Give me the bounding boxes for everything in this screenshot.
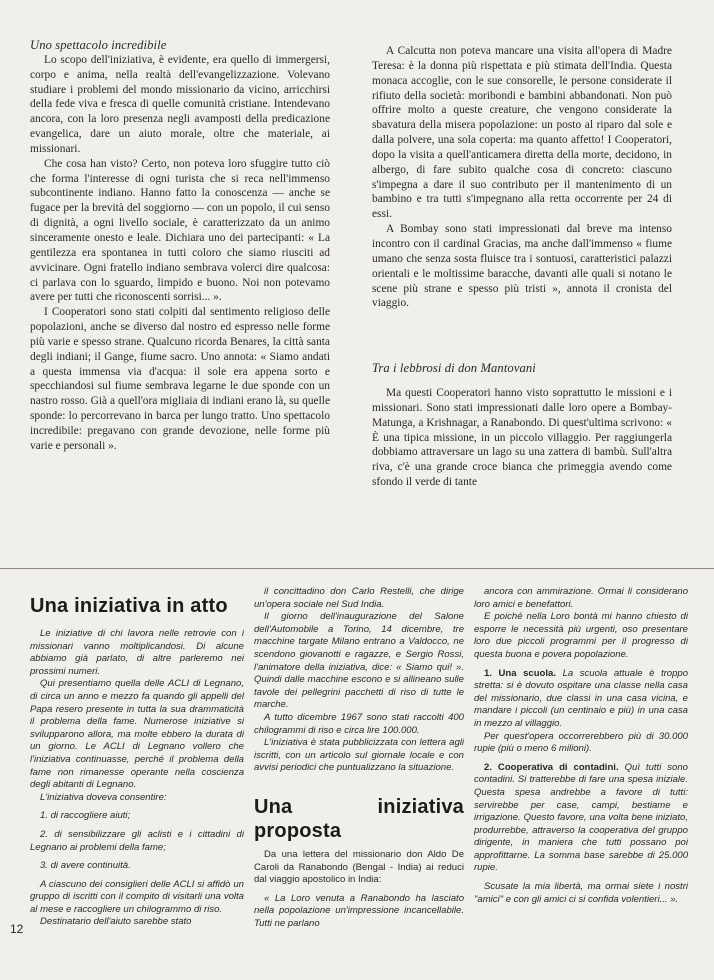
subheading-spettacolo: Uno spettacolo incredibile — [30, 38, 167, 52]
paragraph: A Calcutta non poteva mancare una visita all'opera di Madre Teresa: è la donna più rispettata e più stimata dell'India. Questa monaca accoglie, con le sue consorelle, le persone considerate il rifiuto della società: moribondi e bambini abbandonati. Non può offrire molto a queste creature, che vengono considerate la sbavatura della misera popolazione: un posto al riparo dal sole e dalla polvere, una sola coperta: ma quanto affetto! I Cooperatori, dopo la visita a quell'anticamera diretta della morte, decidono, in albergo, di fare subito qualche cosa di concreto: ciascuno s'impegna a dare il suo contributo per il mantenimento di un bambino e tra tutti s'impegnano alla retta occorrente per 24 di essi. — [372, 45, 672, 221]
paragraph: E poiché nella Loro bontà mi hanno chiesto di esporre le necessità più urgenti, oso presentare loro due piccoli programmi per il progresso di questa buona e povera popolazione. — [474, 611, 688, 660]
paragraph: L'iniziativa doveva consentire: — [40, 791, 167, 803]
box-column-1 — [30, 588, 244, 929]
paragraph: I Cooperatori sono stati colpiti dal sentimento religioso delle popolazioni, anche se diverso dal nostro ed espresso nelle forme più varie e spesso strane. Qualcuno ricorda Benares, la città santa degli indiani; il Gange, fiume sacro. Uno annota: « Siamo andati a questa immensa via d'acqua: il sole era appena sorto e specchiandosi sul fiume sembrava legarne le due sponde con un nastro rosso. Già a quell'ora migliaia di indiani erano là, su quelle sponde: lo percorrevano in barca per lungo tratto. Uno spettacolo incredibile: pregavano con grande devozione, nelle forme più varie e personali ». — [30, 306, 330, 452]
paragraph: A ciascuno dei consiglieri delle ACLI si affidò un gruppo di iscritti con il compito di visitarli una volta al mese e raccogliere un chilogrammo di riso. — [30, 878, 244, 915]
paragraph: A tutto dicembre 1967 sono stati raccolti 400 chilogrammi di riso e circa lire 100.000. — [254, 711, 464, 736]
list-item: 2. di sensibilizzare gli aclisti e i cittadini di Legnano ai problemi della fame; — [30, 828, 244, 853]
paragraph: il concittadino don Carlo Restelli, che dirige un'opera sociale nel Sud India. — [254, 586, 464, 610]
article-top — [0, 38, 714, 558]
list-item: 1. di raccogliere aiuti; — [40, 810, 131, 822]
program-item-scuola — [474, 668, 688, 731]
paragraph: Le iniziative di chi lavora nelle retrovie con i missionari vanno moltiplicandosi. Di alcune abbiamo già parlato, di altre parleremo nei prossimi numeri. — [30, 628, 244, 677]
heading-iniziativa-in-atto: Una iniziativa in atto — [30, 595, 228, 617]
heading-iniziativa-proposta: Una iniziativa proposta — [254, 795, 464, 842]
paragraph: Per quest'opera occorrerebbero più di 30.000 rupie (più o meno 6 milioni). — [474, 730, 688, 755]
program-item-title: 2. Cooperativa di contadini. — [484, 761, 619, 773]
program-item-cooperativa — [474, 762, 688, 875]
program-item-title: 1. Una scuola. — [484, 667, 556, 679]
program-item-text: Quì tutti sono contadini. Si tratterebbe di fare una spesa iniziale. Questa spesa andrebbe a favore di tutti: servirebbe per case, campi, bestiame e irrigazione. Questo favore, una volta bene iniziato, produrrebbe, attraverso la cooperativa del gruppo dirigente, in maniera che tutti possano poi approfittarne. La somma base sarebbe di 25.000 rupie. — [474, 761, 688, 874]
subheading-lebbrosi: Tra i lebbrosi di don Mantovani — [372, 361, 536, 376]
article-column-left — [30, 38, 330, 454]
paragraph: Il giorno dell'inaugurazione del Salone dell'Automobile a Torino, 14 dicembre, tre macchine targate Milano entrano a Valdocco, ne scendono giovanotti e ragazze, e Sergio Rossi, l'animatore della iniziativa, dice: « Siamo qui! ». Quindi dalle macchine escono e si allineano sulle tavole dei pellegrini pacchetti di riso di tutte le marche. — [254, 611, 464, 711]
paragraph: Che cosa han visto? Certo, non poteva loro sfuggire tutto ciò che forma l'interesse di ogni turista che si reca nell'immenso subcontinente indiano. Hanno fatto la conoscenza — anche se fugace per la brevità del soggiorno — con un popolo, il cui senso di dignità, a ogni livello sociale, è caratterizzato da un animo sinceramente onesto e leale. Dichiara uno dei partecipanti: « La gentilezza era spontanea in tutti coloro che siamo riusciti ad avvicinare. Ogni fratello indiano sembrava volerci dire qualcosa: ci parlava con lo sguardo, limpido e buono. Noi non potevamo avere per tutti che riconoscenti sorrisi... ». — [30, 157, 330, 304]
paragraph: ancora con ammirazione. Ormai li considerano loro amici e benefattori. — [474, 586, 688, 610]
paragraph: Lo scopo dell'iniziativa, è evidente, era quello di immergersi, corpo e anima, nella realtà dell'evangelizzazione. Volevano studiare i problemi del mondo missionario da vicino, arricchirsi della fede viva e fresca di quelle comunità cristiane. Intendevano ancora, con la loro presenza negli avamposti della predicazione evangelica, dare un aiuto morale, oltre che materiale, ai missionari. — [30, 53, 330, 155]
paragraph: Scusate la mia libertà, ma ormai siete i nostri "amici" e con gli amici ci si confida volentieri... ». — [474, 881, 688, 905]
paragraph: Ma questi Cooperatori hanno visto soprattutto le missioni e i missionari. Sono stati impressionati dalle loro opere a Bombay-Matunga, a Krishnagar, a Ranabondo. Di quest'ultima scrivono: « È una tipica missione, in un piccolo villaggio. Per raggiungerla dobbiamo attraversare un lago su una zattera di bambù. Sull'altra riva, c'è una grande croce bianca che primeggia avendo come sfondo il verde di tante — [372, 387, 672, 489]
paragraph: A Bombay sono stati impressionati dal breve ma intenso incontro con il cardinal Gracias, ma anche dall'immenso « fiume umano che senza sosta fluisce tra i sontuosi, caratteristici palazzi orientali e le moltissime baracche, davanti alle quali si notano le scene più strane e spesso più tristi », annota il cronista del viaggio. — [372, 223, 672, 310]
section-divider — [0, 568, 714, 569]
program-item-text: La scuola attuale è troppo stretta: si è dovuto ospitare una classe nella casa del missionario, due classi in una casa vicina, e mandare i piccoli (un centinaio e più) in una casa in mezzo al villaggio. — [474, 667, 689, 729]
sidebar-box — [0, 578, 714, 980]
box-column-2 — [254, 586, 464, 930]
paragraph: Destinatario dell'aiuto sarebbe stato — [40, 916, 192, 928]
article-column-right — [372, 44, 672, 490]
letter-intro: Da una lettera del missionario don Aldo De Caroli da Ranabondo (Bengal - India) ai reduci dal viaggio apostolico in India: — [254, 848, 464, 886]
paragraph: Qui presentiamo quella delle ACLI di Legnano, di circa un anno e mezzo fa quando gli appelli del Papa resero presente in tutta la sua drammaticità il problema della fame. Numerose iniziative si svilupparono allora, ma molte ebbero la durata di un giorno. Le ACLI di Legnano vollero che l'iniziativa continuasse, perché il problema della fame non rimanesse operante nella coscienza degli abitanti di Legnano. — [30, 678, 244, 791]
list-item: 3. di avere continuità. — [40, 860, 131, 872]
paragraph: « La Loro venuta a Ranabondo ha lasciato nella popolazione un'impressione incancellabile. Tutti ne parlano — [254, 892, 464, 929]
paragraph: L'iniziativa è stata pubblicizzata con lettera agli iscritti, con un articolo sul giornale locale e con avvisi periodici che puntualizzano la situazione. — [254, 737, 464, 774]
box-column-3 — [474, 586, 688, 906]
page-number: 12 — [10, 922, 24, 936]
